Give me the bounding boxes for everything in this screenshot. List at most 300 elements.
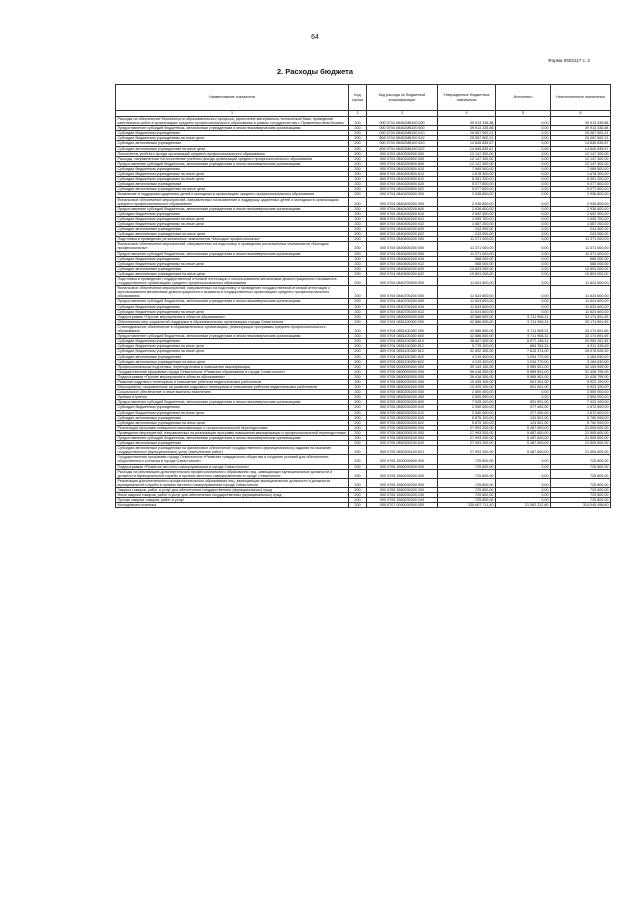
row-class-code: 000 0704 0851100350 620	[367, 354, 438, 359]
row-line-code: 200	[349, 309, 367, 314]
row-class-code: 000 0705 0850200200 600	[367, 400, 438, 405]
expenses-table	[115, 84, 611, 508]
row-unexecuted: 31 428 799,00	[551, 374, 611, 379]
table-row	[116, 324, 611, 333]
row-approved: 11 624 600,00	[438, 277, 496, 286]
row-class-code: 000 0704 0840300500 600	[367, 161, 438, 166]
row-executed: 0,00	[496, 126, 551, 131]
row-approved: 14 845 835,67	[438, 146, 496, 151]
row-unexecuted: 39 913 335,88	[551, 126, 611, 131]
row-unexecuted: 11 624 600,00	[551, 304, 611, 309]
row-executed: 0,00	[496, 146, 551, 151]
row-approved: 568 000,00	[438, 256, 496, 261]
row-executed: 9 711 908,31	[496, 324, 551, 333]
row-executed: 0,00	[496, 242, 551, 251]
row-executed: 9 711 908,31	[496, 314, 551, 319]
row-line-code: 200	[349, 221, 367, 226]
row-approved: 1 678 300,00	[438, 172, 496, 177]
row-name: Предоставление субсидий бюджетным, автономным учреждениям и иным некоммерческим организациям	[116, 334, 349, 339]
row-name: Профессиональная подготовка, переподготовка и повышение квалификации	[116, 364, 349, 369]
row-name: Государственная программа города Севастополя «Развитие гражданского общества и создание условий для обеспечения общественного согласия в городе Севастополе»	[116, 455, 349, 464]
row-approved: 725 800,00	[438, 469, 496, 478]
row-name: Субсидии бюджетным учреждениям	[116, 131, 349, 136]
row-class-code: 809 0704 0840600200 612	[367, 261, 438, 266]
row-executed: 5 487 600,00	[496, 441, 551, 446]
row-unexecuted: 10 803 000,00	[551, 266, 611, 271]
row-approved: 36 418 300,00	[438, 369, 496, 374]
row-approved: 335 607 711,40	[438, 503, 496, 508]
row-executed: 501 901,00	[496, 400, 551, 405]
row-approved: 11 624 600,00	[438, 286, 496, 299]
header-name: Наименование показателя	[116, 85, 349, 111]
row-name: Финансовое обеспечение мероприятий, направленных на выявление и поддержку одаренных детей и молодежи в организациях среднего профессионального образования	[116, 197, 349, 206]
row-name: Субсидии бюджетным учреждениям на иные цели	[116, 221, 349, 226]
row-unexecuted: 14 845 835,67	[551, 141, 611, 146]
row-class-code: 809 0704 0840300500 622	[367, 187, 438, 192]
row-name: Субсидии автономным учреждениям на иные цели	[116, 187, 349, 192]
row-unexecuted: 4 911 335,69	[551, 344, 611, 349]
row-class-code: 809 0704 0840600200 622	[367, 271, 438, 276]
row-name: Прочая закупка товаров, работ и услуг	[116, 498, 349, 503]
row-class-code: 000 0705 1500000000 000	[367, 455, 438, 464]
row-class-code: 000 0705 0850300100 620	[367, 441, 438, 446]
row-approved: 568 000,00	[438, 261, 496, 266]
row-unexecuted: 12 147 300,00	[551, 151, 611, 156]
row-name: Субсидии автономным учреждениям на иные цели	[116, 420, 349, 425]
row-approved: 725 800,00	[438, 498, 496, 503]
row-line-code: 200	[349, 359, 367, 364]
row-executed: 0,00	[496, 177, 551, 182]
row-approved: 14 845 835,67	[438, 141, 496, 146]
row-executed: 0,00	[496, 488, 551, 493]
row-line-code: 200	[349, 478, 367, 487]
row-name: Реализация дополнительного профессионального образования лиц, замещающих муниципальные должности и должности муниципальной службы в органах местного самоуправления города Севастополя	[116, 478, 349, 487]
row-executed: 0,00	[496, 136, 551, 141]
row-unexecuted: 2 500 000,00	[551, 395, 611, 400]
row-approved: 32 892 300,00	[438, 349, 496, 354]
row-line-code: 200	[349, 251, 367, 256]
row-name: Субсидии автономным учреждениям на иные цели	[116, 146, 349, 151]
section-title: 2. Расходы бюджета	[276, 67, 354, 76]
row-class-code: 808 0704 0840300500 612	[367, 172, 438, 177]
row-line-code: 200	[349, 304, 367, 309]
row-class-code: 000 0705 0850200000 000	[367, 379, 438, 384]
row-class-code: 000 0704 08402М8100 600	[367, 126, 438, 131]
row-name: Подготовка и проведение государственной итоговой аттестации с использованием механизмов демонстрационного экзамена в государственных организациях среднего профессионального образования	[116, 277, 349, 286]
row-unexecuted: 12 147 300,00	[551, 156, 611, 161]
row-name: Субсидии бюджетным учреждениям	[116, 304, 349, 309]
row-class-code: 809 0704 08402М8100 622	[367, 146, 438, 151]
row-name: Социальное обеспечение и иные выплаты населению	[116, 390, 349, 395]
row-name: Субсидии бюджетным учреждениям на иные цели	[116, 261, 349, 266]
row-unexecuted: 11 624 600,00	[551, 299, 611, 304]
row-name: Расходы, направленные на пополнение учебного фонда организаций среднего профессионального образования	[116, 156, 349, 161]
row-name: Предоставление субсидий бюджетным, автономным учреждениям и иным некоммерческим организациям	[116, 436, 349, 441]
row-class-code: 000 0704 0840300500 000	[367, 156, 438, 161]
row-name: Субсидии бюджетным учреждениям	[116, 405, 349, 410]
row-name: Субсидии автономным учреждениям	[116, 227, 349, 232]
row-executed: 5 989 501,00	[496, 369, 551, 374]
row-line-code: 200	[349, 369, 367, 374]
row-approved: 27 993 200,00	[438, 446, 496, 455]
row-line-code: 200	[349, 385, 367, 390]
row-approved: 725 800,00	[438, 493, 496, 498]
row-executed: 0,00	[496, 216, 551, 221]
row-line-code: 200	[349, 469, 367, 478]
row-name: Субсидии бюджетным учреждениям	[116, 211, 349, 216]
row-name: Расходы на реализацию дополнительного профессионального образования лиц, замещающих муниципальные должности и должности муниципальной службы в органах местного самоуправления в городе Севастополе	[116, 469, 349, 478]
row-approved: 2 500 000,00	[438, 390, 496, 395]
row-unexecuted: 25 067 500,21	[551, 131, 611, 136]
row-line-code: 200	[349, 390, 367, 395]
row-unexecuted: 21 505 600,00	[551, 430, 611, 435]
row-approved: 10 425 100,00	[438, 379, 496, 384]
row-approved: 42 886 800,00	[438, 334, 496, 339]
row-approved: 38 667 400,00	[438, 339, 496, 344]
row-class-code: 000 0704 08402М8100 610	[367, 131, 438, 136]
row-executed: 863 764,31	[496, 344, 551, 349]
row-executed: 0,00	[496, 395, 551, 400]
row-name: Финансовое обеспечение мероприятий, направленных на подготовку и проведение региональных чемпионатов «Молодые профессионалы»	[116, 242, 349, 251]
row-name: Подпрограмма «Прочие мероприятия в области образования»	[116, 314, 349, 319]
row-name: Субсидии бюджетным учреждениям на иные цели	[116, 172, 349, 177]
table-row	[116, 286, 611, 299]
row-executed: 0,00	[496, 156, 551, 161]
row-class-code: 000 0704 0851100350 600	[367, 334, 438, 339]
row-executed: 0,00	[496, 197, 551, 206]
row-line-code: 200	[349, 455, 367, 464]
row-unexecuted: 568 000,00	[551, 256, 611, 261]
row-executed: 0,00	[496, 271, 551, 276]
row-name: Субсидии бюджетным учреждениям на иные цели	[116, 410, 349, 415]
row-class-code: 000 0705 0850300100 000	[367, 430, 438, 435]
row-line-code: 200	[349, 464, 367, 469]
table-row	[116, 469, 611, 478]
row-line-code: 200	[349, 172, 367, 177]
row-executed: 0,00	[496, 182, 551, 187]
row-class-code: 000 0704 0851100350 000	[367, 324, 438, 333]
table-row	[116, 242, 611, 251]
row-class-code: 000 0704 0851100000 000	[367, 319, 438, 324]
row-approved: 243 900,00	[438, 227, 496, 232]
row-approved: 12 147 300,00	[438, 151, 496, 156]
row-class-code: 000 0705 0000000000 000	[367, 364, 438, 369]
row-unexecuted: 9 923 199,00	[551, 385, 611, 390]
row-executed: 0,00	[496, 232, 551, 237]
row-executed: 21 562 212,80	[496, 503, 551, 508]
row-class-code: 000 0704 0840400200 600	[367, 206, 438, 211]
column-number: 3	[367, 111, 438, 117]
row-approved: 27 993 200,00	[438, 425, 496, 430]
row-line-code: 200	[349, 187, 367, 192]
row-name: Государственная программа города Севастополя «Развитие образования в городе Севастополе»	[116, 369, 349, 374]
row-line-code: 200	[349, 156, 367, 161]
row-name: Подпрограмма «Прочие мероприятия в области образования»	[116, 374, 349, 379]
row-name: Выявление и поддержка одаренных детей и молодежи в организациях среднего профессионального образования	[116, 192, 349, 197]
row-name: Пополнение учебного фонда организаций среднего профессионального образования	[116, 151, 349, 156]
row-executed: 5 487 600,00	[496, 436, 551, 441]
row-class-code: 000 0704 0840300500 610	[367, 166, 438, 171]
row-class-code: 000 0705 0850300100 600	[367, 436, 438, 441]
row-line-code: 200	[349, 286, 367, 299]
column-number: 2	[349, 111, 367, 117]
row-line-code: 200	[349, 349, 367, 354]
row-executed: 9 711 908,31	[496, 334, 551, 339]
row-name: Субсидии автономным учреждениям	[116, 141, 349, 146]
row-executed: 5 989 501,00	[496, 364, 551, 369]
row-name: Субсидии автономным учреждениям	[116, 415, 349, 420]
row-class-code: 808 0704 0840400200 612	[367, 216, 438, 221]
row-approved: 27 993 200,00	[438, 430, 496, 435]
row-unexecuted: 725 800,00	[551, 469, 611, 478]
row-line-code: 200	[349, 420, 367, 425]
page-number: 64	[311, 34, 319, 41]
row-class-code: 000 0704 0840700200 610	[367, 304, 438, 309]
row-name: Субсидии бюджетным учреждениям	[116, 339, 349, 344]
row-class-code: 809 0704 0840400200 622	[367, 232, 438, 237]
row-line-code: 200	[349, 216, 367, 221]
row-name: Предоставление субсидий бюджетным, автономным учреждениям и иным некоммерческим организациям	[116, 206, 349, 211]
row-class-code: 000 0705 0850000000 000	[367, 374, 438, 379]
row-executed: 0,00	[496, 261, 551, 266]
table-header	[116, 85, 611, 117]
row-executed: 0,00	[496, 464, 551, 469]
row-class-code: 809 0704 0851100350 612	[367, 349, 438, 354]
row-class-code: 000 0704 0840700200 000	[367, 286, 438, 299]
row-line-code: 200	[349, 415, 367, 420]
row-executed: 1 034 770,00	[496, 359, 551, 364]
row-line-code: 200	[349, 324, 367, 333]
row-approved: 12 147 300,00	[438, 156, 496, 161]
row-class-code: 000 0704 08402М8100 000	[367, 117, 438, 126]
row-name: Реализация программ повышения квалификации и профессиональной переподготовки	[116, 425, 349, 430]
row-name: Субсидии автономным учреждениям	[116, 441, 349, 446]
row-name: Предоставление субсидий бюджетным, автономным учреждениям и иным некоммерческим организациям	[116, 299, 349, 304]
row-approved: 39 913 335,88	[438, 126, 496, 131]
row-class-code: 000 0704 0840700000 000	[367, 277, 438, 286]
row-approved: 4 219 400,00	[438, 359, 496, 364]
row-approved: 1 687 200,00	[438, 221, 496, 226]
row-executed: 124 501,00	[496, 415, 551, 420]
row-line-code: 200	[349, 339, 367, 344]
row-executed: 8 677 138,31	[496, 339, 551, 344]
row-executed: 0,00	[496, 131, 551, 136]
row-approved: 42 886 800,00	[438, 314, 496, 319]
row-line-code: 200	[349, 488, 367, 493]
row-unexecuted: 33 174 891,69	[551, 324, 611, 333]
row-unexecuted: 11 624 600,00	[551, 277, 611, 286]
row-approved: 27 993 200,00	[438, 436, 496, 441]
row-class-code: 000 0704 0840300000 000	[367, 151, 438, 156]
row-unexecuted: 2 936 800,00	[551, 197, 611, 206]
row-executed: 5 487 600,00	[496, 430, 551, 435]
row-unexecuted: 1 678 300,00	[551, 172, 611, 177]
row-name: Субсидии автономным учреждениям	[116, 182, 349, 187]
row-line-code: 200	[349, 141, 367, 146]
row-line-code: 200	[349, 131, 367, 136]
row-approved: 5 077 800,00	[438, 187, 496, 192]
row-line-code: 200	[349, 334, 367, 339]
row-class-code: 000 0704 0840600200 000	[367, 242, 438, 251]
row-executed: 0,00	[496, 211, 551, 216]
row-unexecuted: 5 750 599,00	[551, 415, 611, 420]
row-line-code: 200	[349, 256, 367, 261]
row-name: Предоставление субсидий бюджетным, автономным учреждениям и иным некоммерческим организациям	[116, 251, 349, 256]
row-class-code: 809 0705 0850200200 622	[367, 420, 438, 425]
row-line-code: 200	[349, 425, 367, 430]
row-line-code: 200	[349, 166, 367, 171]
row-name: Субсидии бюджетным учреждениям на иные цели	[116, 344, 349, 349]
row-class-code: 809 0704 0851100350 622	[367, 359, 438, 364]
row-executed: 501 901,00	[496, 385, 551, 390]
row-name: Иные закупки товаров, работ и услуг для обеспечения государственных (муниципальных) нужд	[116, 493, 349, 498]
row-line-code: 200	[349, 498, 367, 503]
row-unexecuted: 9 923 199,00	[551, 379, 611, 384]
row-approved: 5 775 100,00	[438, 344, 496, 349]
row-line-code: 200	[349, 197, 367, 206]
row-line-code: 200	[349, 136, 367, 141]
row-approved: 11 624 600,00	[438, 299, 496, 304]
row-class-code: 000 0704 08402М8100 620	[367, 141, 438, 146]
row-executed: 0,00	[496, 478, 551, 487]
row-unexecuted: 11 624 600,00	[551, 309, 611, 314]
row-class-code: 000 0704 0840300500 620	[367, 182, 438, 187]
row-class-code: 000 0704 0840600200 610	[367, 256, 438, 261]
row-approved: 11 371 000,00	[438, 242, 496, 251]
row-unexecuted: 5 077 800,00	[551, 182, 611, 187]
row-executed: 0,00	[496, 299, 551, 304]
row-name: Предоставление субсидий бюджетным, автономным учреждениям и иным некоммерческим организациям	[116, 161, 349, 166]
row-approved: 2 500 000,00	[438, 395, 496, 400]
row-approved: 1 005 700,00	[438, 216, 496, 221]
row-class-code: 000 0705 1560200200 000	[367, 478, 438, 487]
row-executed: 1 034 770,00	[496, 354, 551, 359]
row-approved: 39 144 100,00	[438, 364, 496, 369]
row-approved: 42 886 800,00	[438, 319, 496, 324]
column-number: 1	[116, 111, 349, 117]
row-unexecuted: 725 800,00	[551, 455, 611, 464]
row-line-code: 200	[349, 374, 367, 379]
row-executed: 0,00	[496, 192, 551, 197]
row-executed: 0,00	[496, 166, 551, 171]
row-unexecuted: 14 845 835,67	[551, 146, 611, 151]
row-class-code: 000 0704 0840600200 620	[367, 266, 438, 271]
row-name: Подготовка и проведение региональных чемпионатов «Молодые профессионалы»	[116, 237, 349, 242]
row-unexecuted: 11 371 000,00	[551, 242, 611, 251]
row-unexecuted: 243 900,00	[551, 227, 611, 232]
row-unexecuted: 11 624 600,00	[551, 286, 611, 299]
row-class-code: 000 0704 0851100350 610	[367, 339, 438, 344]
row-approved: 39 913 335,88	[438, 117, 496, 126]
row-unexecuted: 568 000,00	[551, 261, 611, 266]
header-class-code: Код расхода по бюджетной классификации	[367, 85, 438, 111]
row-unexecuted: 2 500 000,00	[551, 390, 611, 395]
row-class-code: 808 0704 08402М8100 612	[367, 136, 438, 141]
table-row	[116, 503, 611, 508]
row-approved: 2 050 000,00	[438, 405, 496, 410]
row-unexecuted: 39 913 335,88	[551, 117, 611, 126]
row-line-code: 200	[349, 319, 367, 324]
row-unexecuted: 243 900,00	[551, 232, 611, 237]
row-approved: 725 800,00	[438, 478, 496, 487]
row-approved: 11 371 000,00	[438, 251, 496, 256]
row-name: Финансовое обеспечение мероприятий, направленных на подготовку и проведение государственной итоговой аттестации с использованием механизмов демонстрационного экзамена в государственных организациях среднего профессионального образования	[116, 286, 349, 299]
row-class-code: 000 0704 0840400200 000	[367, 197, 438, 206]
row-executed: 0,00	[496, 251, 551, 256]
table-body	[116, 117, 611, 508]
row-unexecuted: 25 067 500,21	[551, 136, 611, 141]
row-unexecuted: 725 800,00	[551, 493, 611, 498]
row-executed: 0,00	[496, 390, 551, 395]
row-class-code: 000 0705 0800000000 000	[367, 369, 438, 374]
row-approved: 243 900,00	[438, 232, 496, 237]
row-name: Субсидии автономным учреждениям	[116, 354, 349, 359]
row-executed: 0,00	[496, 187, 551, 192]
row-approved: 2 050 000,00	[438, 410, 496, 415]
row-class-code: 000 0705 1560000000 000	[367, 464, 438, 469]
row-approved: 25 067 500,21	[438, 131, 496, 136]
row-name: Субсидии бюджетным учреждениям	[116, 166, 349, 171]
row-unexecuted: 21 505 600,00	[551, 441, 611, 446]
row-name: Субсидии бюджетным учреждениям на иные цели	[116, 136, 349, 141]
row-line-code: 200	[349, 232, 367, 237]
table-row	[116, 197, 611, 206]
row-executed: 0,00	[496, 498, 551, 503]
row-executed: 0,00	[496, 309, 551, 314]
row-class-code: 000 0705 1560200200 240	[367, 493, 438, 498]
row-approved: 11 371 000,00	[438, 237, 496, 242]
row-approved: 12 147 300,00	[438, 161, 496, 166]
row-name: Стипендиальное обеспечение в образовательных организациях, реализующих программы среднего профессионального образования	[116, 324, 349, 333]
row-name: Развитие кадрового потенциала и повышение рейтинга педагогических работников	[116, 379, 349, 384]
table-row	[116, 478, 611, 487]
row-line-code: 200	[349, 227, 367, 232]
row-class-code: 000 0704 0840400200 610	[367, 211, 438, 216]
row-unexecuted: 5 077 800,00	[551, 187, 611, 192]
row-unexecuted: 2 692 900,00	[551, 211, 611, 216]
row-unexecuted: 725 800,00	[551, 488, 611, 493]
row-approved: 25 067 500,21	[438, 136, 496, 141]
row-executed: 0,00	[496, 237, 551, 242]
row-approved: 27 993 200,00	[438, 441, 496, 446]
row-line-code: 200	[349, 405, 367, 410]
row-executed: 0,00	[496, 455, 551, 464]
row-unexecuted: 5 391 200,00	[551, 177, 611, 182]
row-line-code: 200	[349, 364, 367, 369]
row-approved: 4 219 400,00	[438, 354, 496, 359]
row-name: Субсидии бюджетным учреждениям на иные цели	[116, 349, 349, 354]
row-executed: 5 487 600,00	[496, 446, 551, 455]
row-line-code: 200	[349, 146, 367, 151]
row-class-code: 000 0705 0850200200 610	[367, 405, 438, 410]
row-approved: 11 624 600,00	[438, 304, 496, 309]
row-name: Субсидии бюджетным учреждениям на иные цели	[116, 177, 349, 182]
row-class-code: 809 0704 0840400200 612	[367, 221, 438, 226]
row-line-code: 200	[349, 211, 367, 216]
row-name: Субсидии автономным учреждениям на иные цели	[116, 232, 349, 237]
row-approved: 11 624 600,00	[438, 309, 496, 314]
row-line-code: 200	[349, 410, 367, 415]
table-row	[116, 455, 611, 464]
row-name: Проведение мероприятий, направленных на реализацию программ повышения квалификации и профессиональной переподготовки	[116, 430, 349, 435]
row-class-code: 000 0705 1560200000 000	[367, 469, 438, 478]
row-name: Закупка товаров, работ и услуг для обеспечения государственных (муниципальных) нужд	[116, 488, 349, 493]
row-unexecuted: 2 936 800,00	[551, 192, 611, 197]
row-line-code: 200	[349, 182, 367, 187]
row-unexecuted: 21 505 600,00	[551, 425, 611, 430]
row-line-code: 200	[349, 400, 367, 405]
row-line-code: 200	[349, 430, 367, 435]
